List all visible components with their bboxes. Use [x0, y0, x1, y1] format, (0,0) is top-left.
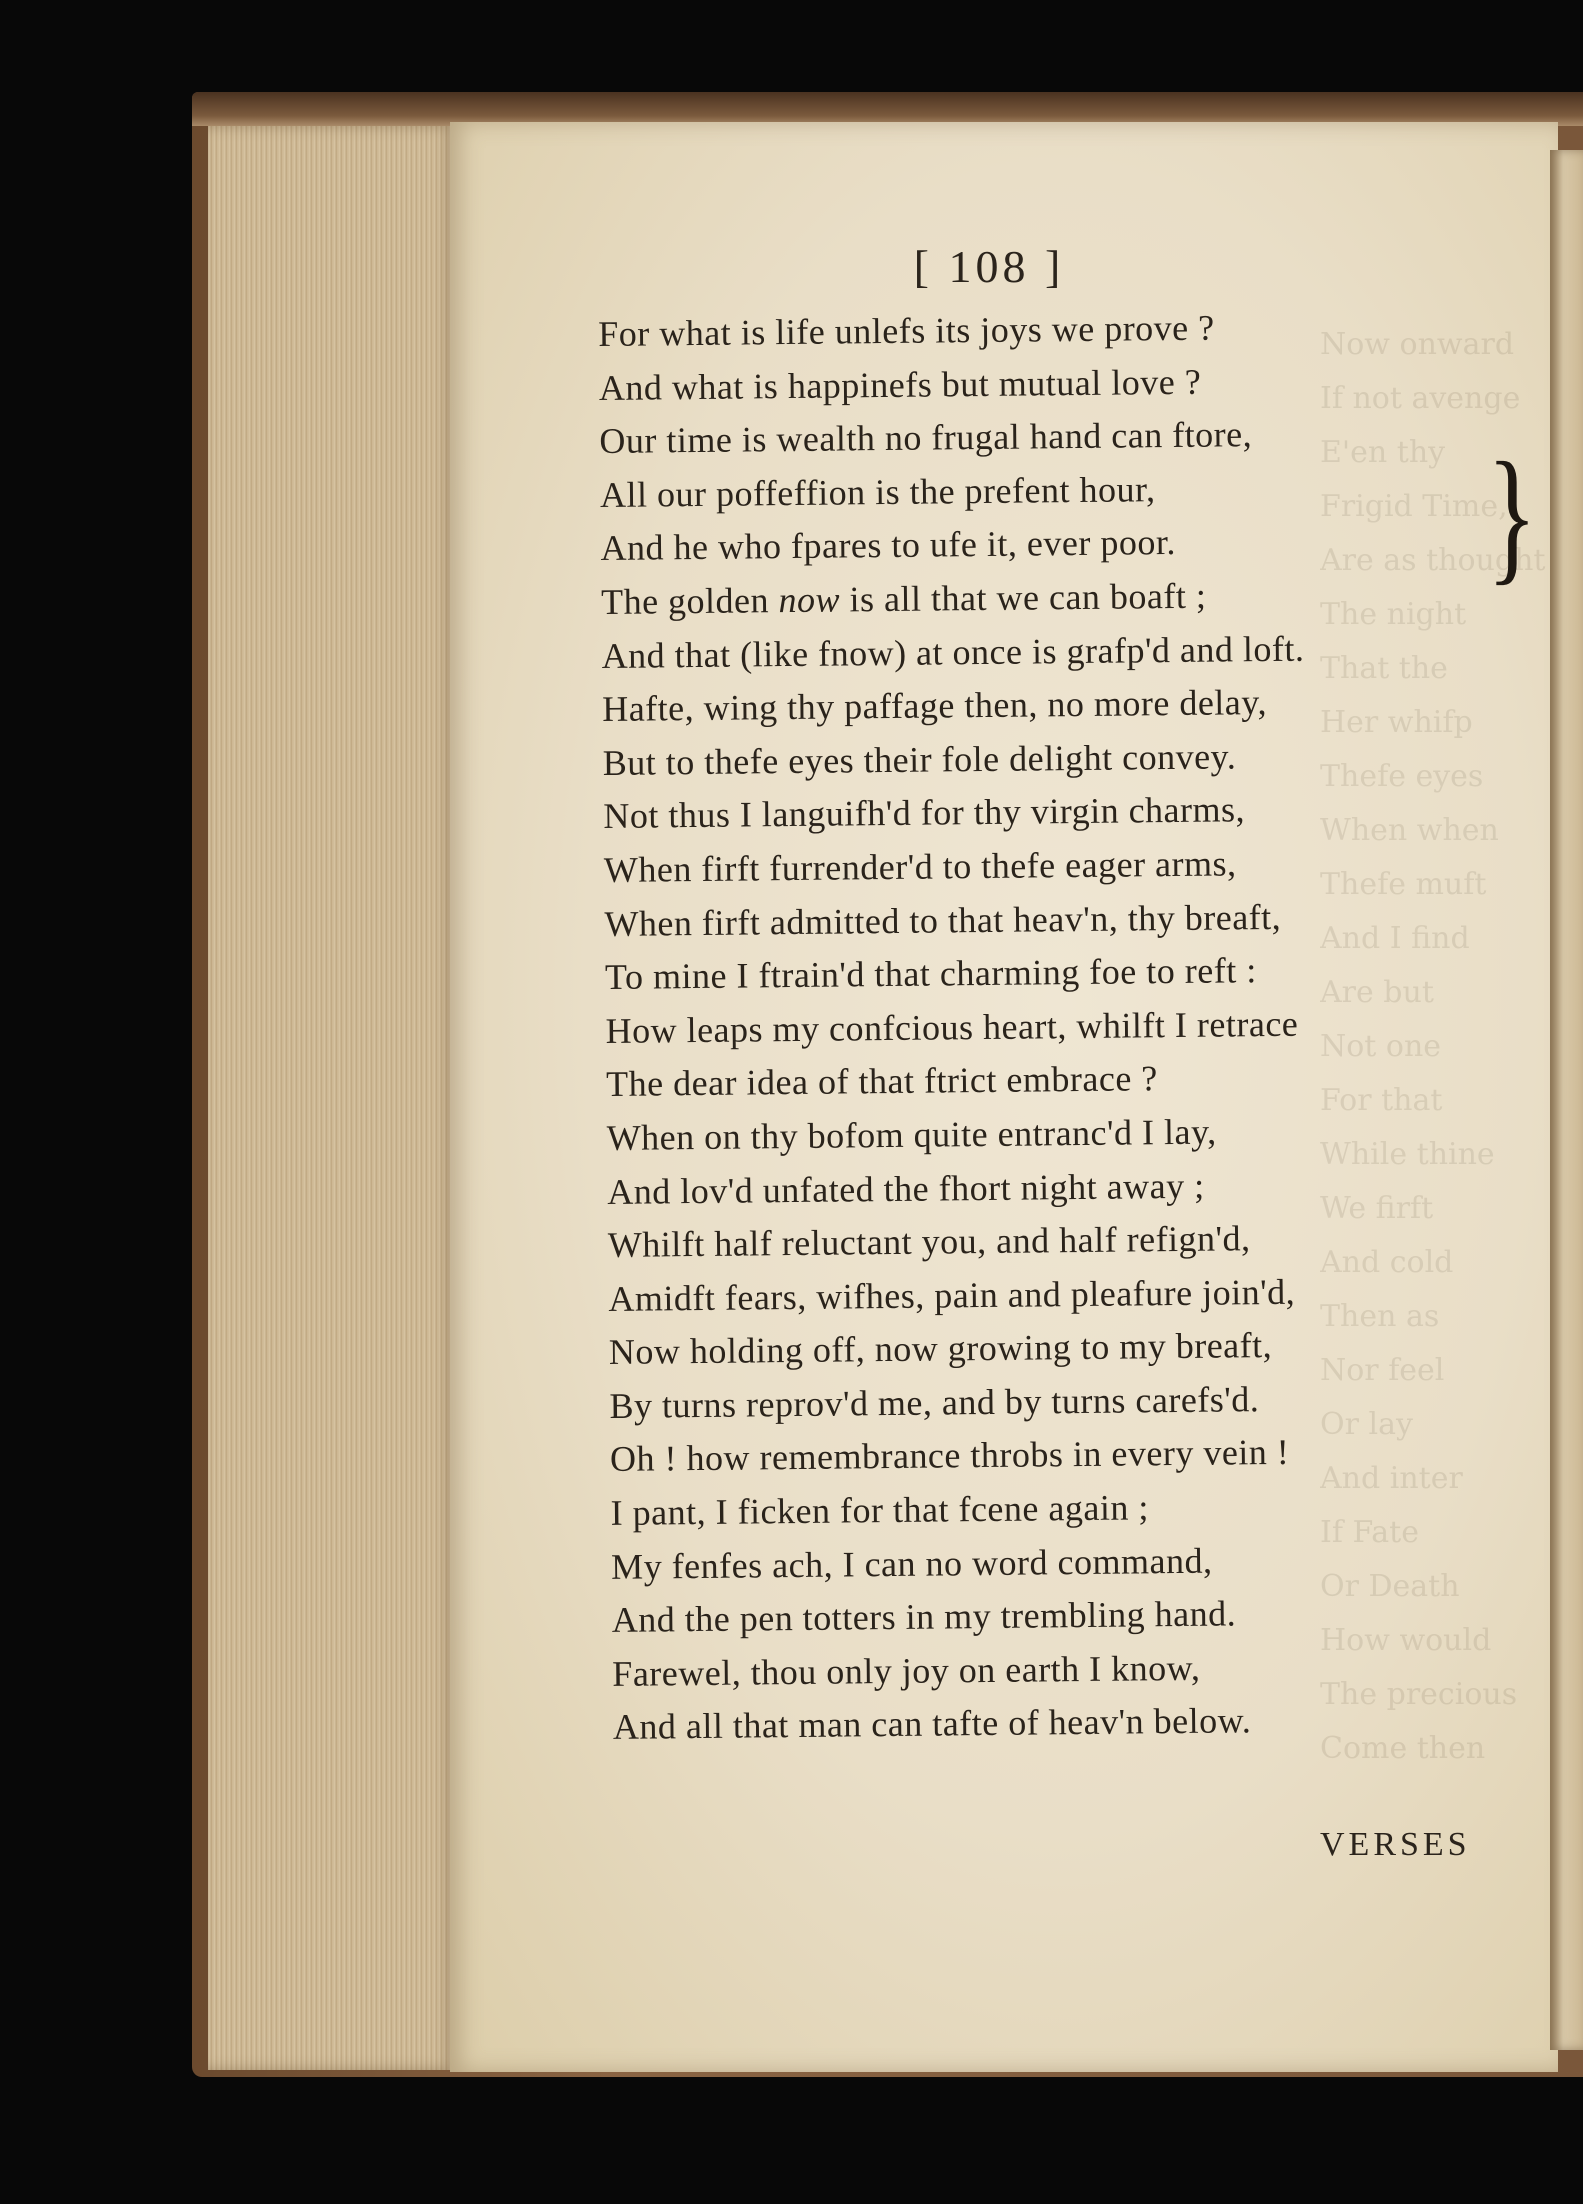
poem-line: When firft admitted to that heav'n, thy breaft,: [604, 896, 1282, 944]
poem-line: All our poffeffion is the prefent hour,: [599, 468, 1156, 515]
poem-line: And what is happinefs but mutual love ?: [598, 361, 1202, 408]
facing-page-edge: [1550, 150, 1583, 2050]
book-cover-top-edge: [192, 92, 1583, 126]
poem-line: The dear idea of that ftrict embrace ?: [605, 1058, 1158, 1105]
poem-line: By turns reprov'd me, and by turns carefs'd.: [609, 1379, 1260, 1426]
poem-line: Now holding off, now growing to my breaft,: [608, 1325, 1273, 1373]
poem-line: Not thus I languifh'd for thy virgin charms,: [603, 789, 1246, 837]
poem-line: Our time is wealth no frugal hand can ftore,: [599, 414, 1253, 462]
poem-line-text: is all that we can boaft ;: [839, 575, 1207, 620]
poem-line: And lov'd unfated the fhort night away ;: [607, 1165, 1205, 1212]
poem-line-italic-word: now: [778, 579, 841, 621]
poem-line: And he who fpares to ufe it, ever poor.: [600, 522, 1177, 569]
poem-line: And the pen totters in my trembling hand.: [611, 1593, 1237, 1641]
poem-line: And all that man can tafte of heav'n below.: [612, 1700, 1252, 1748]
poem-line: But to thefe eyes their fole delight convey.: [602, 736, 1237, 783]
poem-line: Whilft half reluctant you, and half refign'd,: [607, 1218, 1251, 1266]
poem-line: My fenfes ach, I can no word command,: [610, 1540, 1213, 1587]
poem-line: For what is life unlefs its joys we prove ?: [598, 307, 1215, 354]
poem-line: When firft furrender'd to thefe eager arms,: [603, 843, 1237, 890]
poem-line: Oh ! how remembrance throbs in every vein !: [609, 1432, 1290, 1480]
poem-line: Amidft fears, wifhes, pain and pleafure join'd,: [608, 1271, 1296, 1319]
poem-line: When on thy bofom quite entranc'd I lay,: [606, 1111, 1217, 1158]
poem-text: [598, 301, 1316, 1755]
poem-line: How leaps my confcious heart, whilft I retrace: [605, 1003, 1299, 1051]
poem-line-text: The golden: [600, 580, 779, 622]
bleed-through-text: Now onward If not avenge E'en thy Frigid Time, Are as thought The night That the Her whifp Thefe eyes When when Thefe muft And I find Are but Not one For that While thine We firft And cold Then as Nor feel Or lay And inter If Fate Or Death How would The precious Come then: [1320, 327, 1546, 1766]
page-edges: [208, 126, 456, 2070]
catchword: VERSES: [1320, 1826, 1471, 1863]
marginal-brace-mark: }: [1486, 432, 1538, 598]
poem-line: To mine I ftrain'd that charming foe to reft :: [604, 950, 1257, 998]
poem-line: Hafte, wing thy paffage then, no more delay,: [601, 682, 1268, 730]
poem-line: I pant, I ficken for that fcene again ;: [610, 1487, 1150, 1533]
poem-line: Farewel, thou only joy on earth I know,: [612, 1647, 1201, 1694]
poem-line: [601, 569, 1304, 630]
running-head-page-number: [ 108 ]: [913, 241, 1065, 292]
poem-line: And that (like fnow) at once is grafp'd and loft.: [601, 628, 1305, 676]
